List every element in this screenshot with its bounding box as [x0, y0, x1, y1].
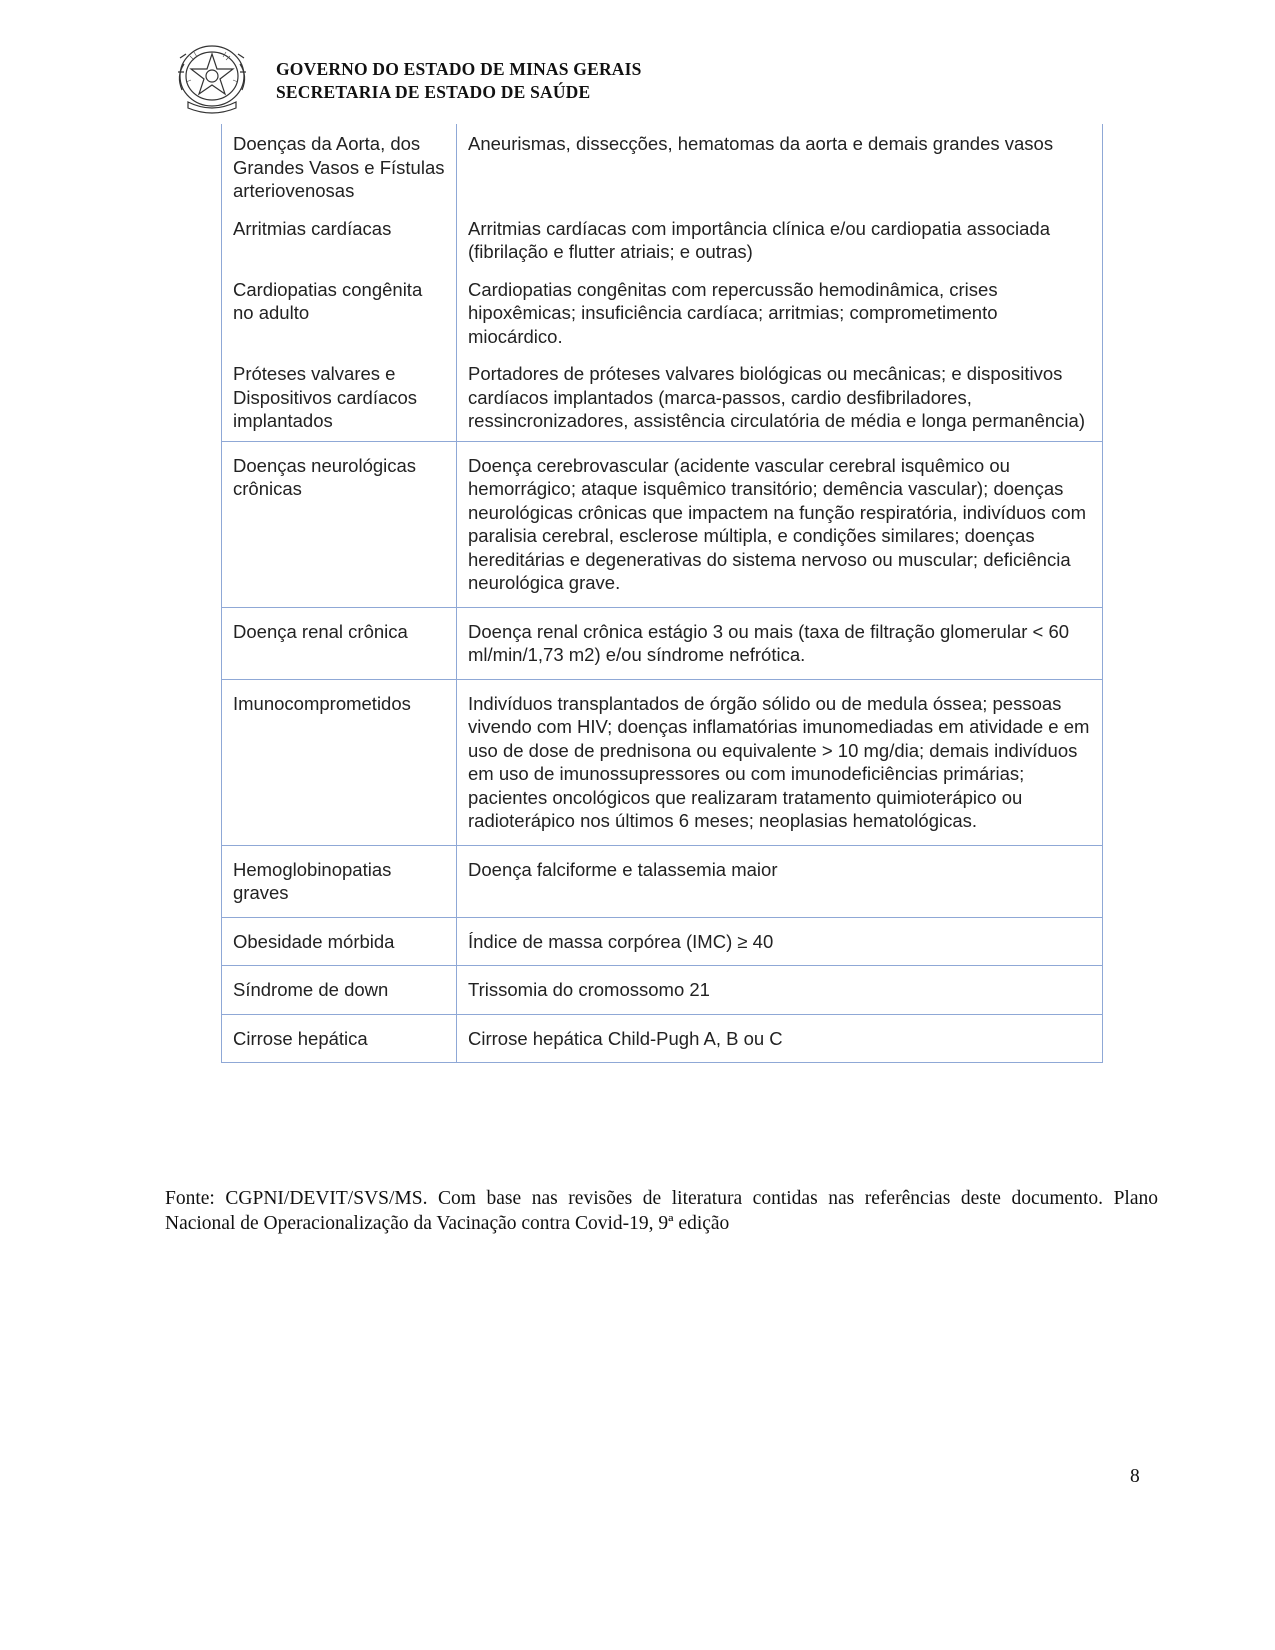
header-title	[276, 58, 642, 104]
description-cell: Doença cerebrovascular (acidente vascular cerebral isquêmico ou hemorrágico; ataque isquêmico transitório; demência vascular); doenças neurológicas crônicas que impactem na função respiratória, indivíduos com paralisia cerebral, esclerose múltipla, e condições similares; doenças hereditárias e degenerativas do sistema nervoso ou muscular; deficiência neurológica grave.	[457, 441, 1103, 607]
condition-cell: Doenças neurológicas crônicas	[222, 441, 457, 607]
table-row	[222, 215, 1103, 276]
description-cell: Doença falciforme e talassemia maior	[457, 845, 1103, 917]
state-seal-icon	[170, 42, 254, 118]
table-row	[222, 1014, 1103, 1063]
condition-cell: Hemoglobinopatias graves	[222, 845, 457, 917]
condition-cell: Próteses valvares e Dispositivos cardíacos implantados	[222, 360, 457, 441]
table-row	[222, 124, 1103, 215]
table-row	[222, 679, 1103, 845]
condition-cell: Arritmias cardíacas	[222, 215, 457, 276]
description-cell: Doença renal crônica estágio 3 ou mais (taxa de filtração glomerular < 60 ml/min/1,73 m2) e/ou síndrome nefrótica.	[457, 607, 1103, 679]
description-cell: Indivíduos transplantados de órgão sólido ou de medula óssea; pessoas vivendo com HIV; doenças inflamatórias imunomediadas em atividade e em uso de dose de prednisona ou equivalente > 10 mg/dia; demais indivíduos em uso de imunossupressores ou com imunodeficiências primárias; pacientes oncológicos que realizaram tratamento quimioterápico ou radioterápico nos últimos 6 meses; neoplasias hematológicas.	[457, 679, 1103, 845]
condition-cell: Obesidade mórbida	[222, 917, 457, 966]
table-row	[222, 441, 1103, 607]
description-cell: Arritmias cardíacas com importância clínica e/ou cardiopatia associada (fibrilação e flutter atriais; e outras)	[457, 215, 1103, 276]
description-cell: Cardiopatias congênitas com repercussão hemodinâmica, crises hipoxêmicas; insuficiência cardíaca; arritmias; comprometimento miocárdico.	[457, 276, 1103, 361]
page-number: 8	[1130, 1466, 1140, 1487]
condition-cell: Cirrose hepática	[222, 1014, 457, 1063]
comorbidities-table-container	[221, 124, 1102, 1063]
description-cell: Portadores de próteses valvares biológicas ou mecânicas; e dispositivos cardíacos implantados (marca-passos, cardio desfibriladores, ressincronizadores, assistência circulatória de média e longa permanência)	[457, 360, 1103, 441]
description-cell: Aneurismas, dissecções, hematomas da aorta e demais grandes vasos	[457, 124, 1103, 215]
table-row	[222, 360, 1103, 441]
table-row	[222, 917, 1103, 966]
table-row	[222, 607, 1103, 679]
condition-cell: Síndrome de down	[222, 966, 457, 1015]
description-cell: Índice de massa corpórea (IMC) ≥ 40	[457, 917, 1103, 966]
condition-cell: Imunocomprometidos	[222, 679, 457, 845]
header-secretariat-line: SECRETARIA DE ESTADO DE SAÚDE	[276, 82, 591, 102]
table-row	[222, 276, 1103, 361]
condition-cell: Doença renal crônica	[222, 607, 457, 679]
description-cell: Trissomia do cromossomo 21	[457, 966, 1103, 1015]
description-cell: Cirrose hepática Child-Pugh A, B ou C	[457, 1014, 1103, 1063]
source-note: Fonte: CGPNI/DEVIT/SVS/MS. Com base nas revisões de literatura contidas nas referências deste documento. Plano Nacional de Operacionalização da Vacinação contra Covid-19, 9ª edição	[165, 1187, 1158, 1234]
document-header	[170, 42, 870, 122]
table-row	[222, 845, 1103, 917]
table-row	[222, 966, 1103, 1015]
comorbidities-table	[221, 124, 1103, 1063]
condition-cell: Cardiopatias congênita no adulto	[222, 276, 457, 361]
header-government-line: GOVERNO DO ESTADO DE MINAS GERAIS	[276, 59, 642, 79]
condition-cell: Doenças da Aorta, dos Grandes Vasos e Fístulas arteriovenosas	[222, 124, 457, 215]
